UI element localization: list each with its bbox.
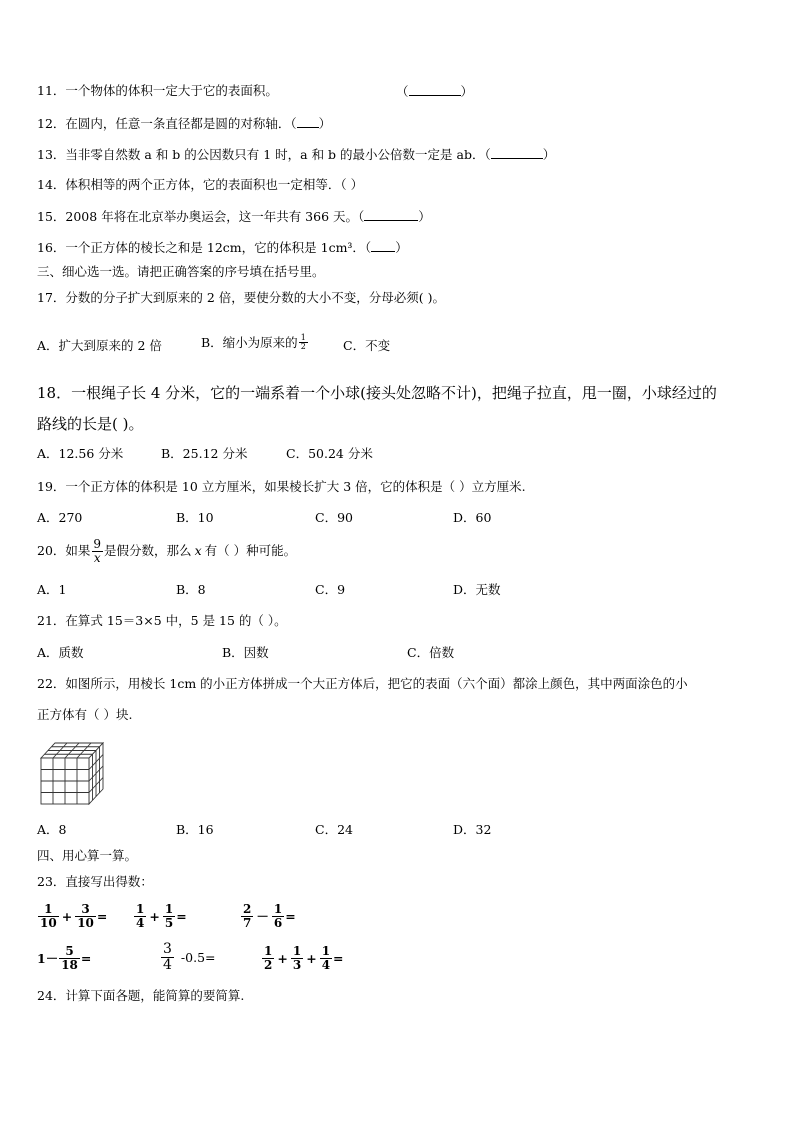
q20-option-a[interactable]: A．1 — [37, 582, 67, 597]
q18-option-a[interactable]: A．12.56 分米 — [37, 446, 124, 461]
q21-option-b[interactable]: B．因数 — [222, 645, 269, 660]
cube-figure — [40, 741, 112, 805]
calc-expression-6: $\frac{1}{2}$ + $\frac{1}{3}$ + $\frac{1}{4}$ = — [264, 944, 344, 972]
question-14: 14．体积相等的两个正方体，它的表面积也一定相等．（ ） — [37, 177, 364, 192]
question-22-line2: 正方体有（ ）块. — [37, 707, 133, 722]
q19-option-c[interactable]: C．90 — [315, 510, 353, 525]
question-13: 13．当非零自然数 a 和 b 的公因数只有 1 时，a 和 b 的最小公倍数一定是 ab．（ ） — [37, 147, 556, 162]
question-18-line2: 路线的长是( )。 — [37, 415, 144, 433]
q18-option-c[interactable]: C．50.24 分米 — [286, 446, 373, 461]
question-11-text: 11．一个物体的体积一定大于它的表面积。 — [37, 83, 278, 98]
q19-option-d[interactable]: D．60 — [453, 510, 492, 525]
q17-option-a[interactable]: A．扩大到原来的 2 倍 — [37, 338, 162, 353]
q20-option-c[interactable]: C．9 — [315, 582, 346, 597]
q17-option-c[interactable]: C．不变 — [343, 338, 391, 353]
section-3-heading: 三、细心选一选。请把正确答案的序号填在括号里。 — [37, 264, 325, 279]
q20-option-d[interactable]: D．无数 — [453, 582, 501, 597]
q17-option-b[interactable]: B．缩小为原来的 $\frac{1}{2}$ — [201, 333, 306, 352]
fraction-one-half: $\frac{1}{2}$ — [300, 333, 306, 352]
q22-option-d[interactable]: D．32 — [453, 822, 492, 837]
question-15: 15．2008 年将在北京举办奥运会，这一年共有 366 天。（ ） — [37, 209, 431, 224]
q20-option-b[interactable]: B．8 — [176, 582, 206, 597]
answer-blank[interactable] — [371, 241, 395, 252]
q21-option-a[interactable]: A．质数 — [37, 645, 84, 660]
q22-option-b[interactable]: B．16 — [176, 822, 214, 837]
calc-expression-2: $\frac{1}{4}$ + $\frac{1}{5}$ = — [136, 902, 187, 930]
answer-blank[interactable] — [409, 85, 461, 96]
q18-option-b[interactable]: B．25.12 分米 — [161, 446, 248, 461]
question-24: 24．计算下面各题，能简算的要简算. — [37, 988, 245, 1003]
calc-expression-4: 1－ $\frac{5}{18}$ = — [37, 944, 92, 972]
question-12: 12．在圆内，任意一条直径都是圆的对称轴．（ ） — [37, 116, 332, 131]
question-20: 20．如果 $\frac{9}{x}$ 是假分数，那么 x 有（ ）种可能。 — [37, 537, 297, 565]
answer-blank[interactable] — [297, 117, 319, 128]
q22-option-a[interactable]: A．8 — [37, 822, 67, 837]
question-11-answer: （ ） — [396, 84, 474, 99]
calc-expression-5: $\frac{3}{4}$ -0.5= — [163, 941, 216, 973]
question-11 — [37, 85, 278, 98]
fraction-9-over-x: $\frac{9}{x}$ — [93, 537, 102, 565]
q19-option-a[interactable]: A．270 — [37, 510, 83, 525]
question-17: 17．分数的分子扩大到原来的 2 倍，要使分数的大小不变，分母必须( )。 — [37, 290, 446, 305]
answer-blank[interactable] — [364, 210, 418, 221]
calc-expression-1: $\frac{1}{10}$ + $\frac{3}{10}$ = — [40, 902, 108, 930]
question-21: 21．在算式 15＝3×5 中，5 是 15 的（ ）。 — [37, 613, 287, 628]
answer-blank[interactable] — [491, 148, 543, 159]
section-4-heading: 四、用心算一算。 — [37, 848, 138, 863]
calc-expression-3: $\frac{2}{7}$ － $\frac{1}{6}$ = — [243, 902, 296, 930]
question-23: 23．直接写出得数： — [37, 874, 153, 889]
question-16: 16．一个正方体的棱长之和是 12cm，它的体积是 1cm³．（ ） — [37, 240, 408, 255]
q21-option-c[interactable]: C．倍数 — [407, 645, 455, 660]
question-22-line1: 22．如图所示，用棱长 1cm 的小正方体拼成一个大正方体后，把它的表面（六个面）都涂上颜色，其中两面涂色的小 — [37, 676, 688, 691]
question-18-line1: 18．一根绳子长 4 分米，它的一端系着一个小球(接头处忽略不计)，把绳子拉直，甩一圈，小球经过的 — [37, 384, 717, 402]
question-19: 19．一个正方体的体积是 10 立方厘米，如果棱长扩大 3 倍，它的体积是（ ）立方厘米. — [37, 479, 526, 494]
q19-option-b[interactable]: B．10 — [176, 510, 214, 525]
q22-option-c[interactable]: C．24 — [315, 822, 353, 837]
